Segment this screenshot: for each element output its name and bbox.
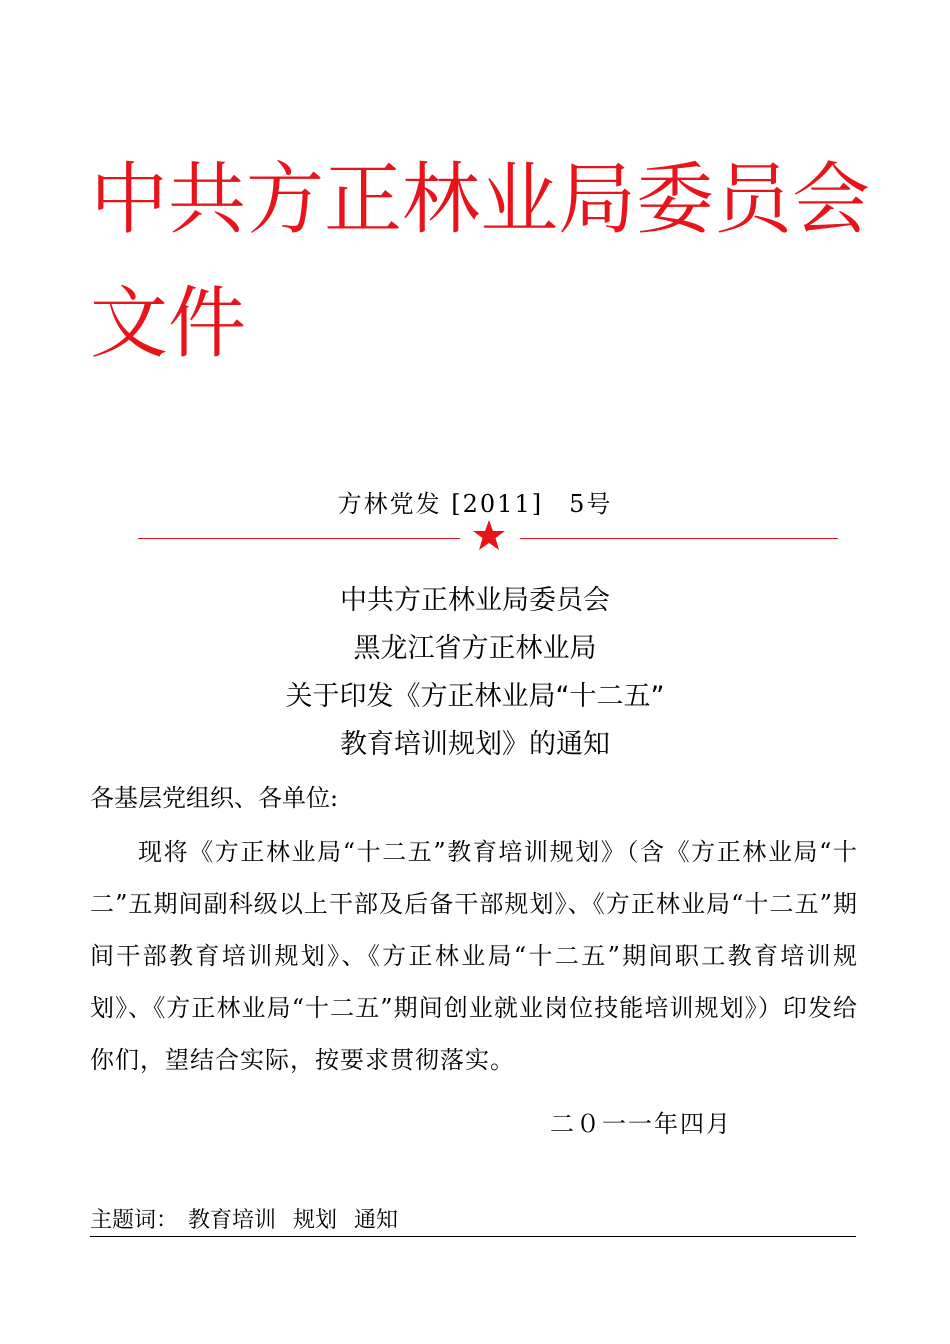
subject-line-2: 黑龙江省方正林业局 [353, 633, 597, 664]
keyword-item: 通知 [354, 1208, 399, 1233]
keyword-item: 教育培训 [188, 1208, 277, 1233]
subject-line-4: 教育培训规划》的通知 [340, 729, 610, 760]
document-number: 方林党发 [2011] 5号 [337, 490, 613, 518]
keywords-label: 主题词： [90, 1208, 179, 1233]
header-divider-left [138, 538, 460, 539]
keywords-line [90, 1203, 856, 1237]
sign-date: 二０一一年四月 [550, 1110, 732, 1138]
keyword-item: 规划 [293, 1208, 338, 1233]
subject-line-3: 关于印发《方正林业局“十二五” [285, 681, 665, 712]
salutation: 各基层党组织、各单位: [90, 784, 339, 812]
body-paragraph: 现将《方正林业局“十二五”教育培训规划》（含《方正林业局“十二”五期间副科级以上干部及后备干部规划》、《方正林业局“十二五”期间干部教育培训规划》、《方正林业局“十二五”期间职工教育培训规划》、《方正林业局“十二五”期间创业就业岗位技能培训规划》）印发给你们，望结合实际，按要求贯彻落实。 [90, 838, 858, 1074]
red-star-icon [472, 518, 506, 552]
document-header-title: 中共方正林业局委员会文件 [90, 155, 871, 369]
subject-line-1: 中共方正林业局委员会 [340, 585, 610, 616]
header-divider-right [520, 538, 838, 539]
